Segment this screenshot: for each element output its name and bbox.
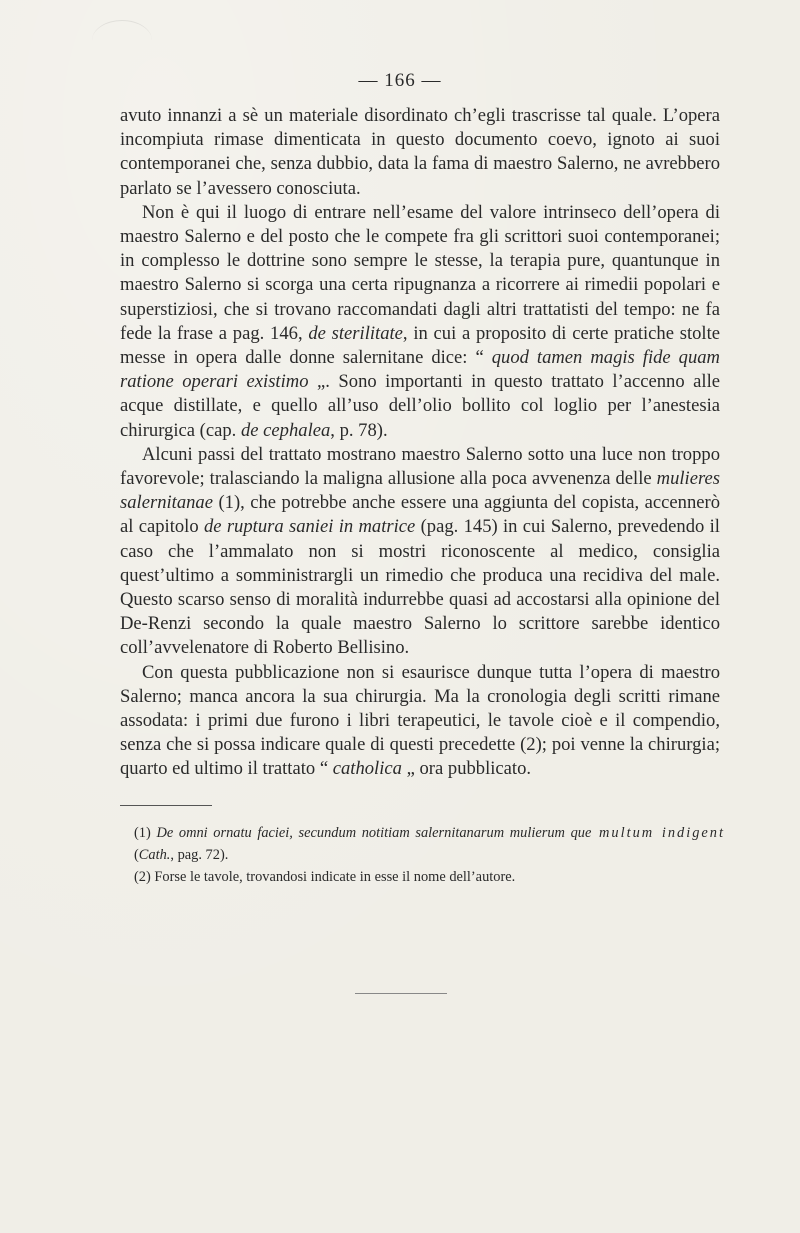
- footnote-text-run: multum indigent: [591, 825, 725, 841]
- footnote-text-run: Cath.: [138, 847, 171, 863]
- text-run: , in cui a proposito di certe pratiche stolte messe in opera dalle donne salernitane dice: “: [120, 322, 721, 369]
- footnotes: [120, 822, 725, 888]
- footnote: [120, 822, 725, 866]
- italic-text-run: de ruptura saniei in matrice: [203, 516, 416, 538]
- footnote-separator: [120, 805, 212, 806]
- text-run: (pag. 145) in cui Salerno, prevedendo il caso che l’ammalato non si mostri riconoscente al medico, consiglia quest’ultimo a somministrargli un rimedio che produca una recidiva del male. Questo scarso senso di moralità indurrebbe quasi ad accostarsi alla opinione del De-Renzi secondo la quale maestro Salerno lo scrittore sarebbe identico coll’avvelenatore di Roberto Bellisino.: [120, 516, 720, 659]
- page-smudge: [92, 20, 152, 61]
- body-paragraph: [120, 201, 720, 443]
- italic-text-run: de cephalea: [240, 419, 331, 441]
- text-run: Non è qui il luogo di entrare nell’esame del valore intrinseco dell’opera di maestro Salerno e del posto che le compete fra gli scrittori suoi contemporanei; in complesso le dottrine sono sempre le stesse, la terapia pure, quantunque in maestro Salerno si scorga una certa ripugnanza a ricorrere ai rimedii popolari e superstiziosi, che si trovano raccomandati dagli altri trattatisti del tempo: ne fa fede la frase a pag. 146,: [120, 201, 720, 344]
- italic-text-run: mulieres salernitanae: [120, 468, 720, 514]
- page-number: — 166 —: [358, 70, 442, 91]
- text-run: , p. 78).: [330, 419, 388, 441]
- body-paragraph: [120, 661, 720, 782]
- footnote: [120, 866, 725, 888]
- text-run: (1), che potrebbe anche essere una aggiunta del copista, accennerò al capitolo: [120, 492, 720, 538]
- body-text: [120, 104, 720, 782]
- text-run: „ ora pubblicato.: [401, 758, 532, 780]
- text-run: „. Sono importanti in questo trattato l’accenno alle acque distillate, e quello all’uso dell’olio bollito col loglio per l’anestesia chirurgica (cap.: [120, 371, 720, 441]
- footnote-text-run: (: [134, 847, 139, 863]
- bottom-rule: [355, 993, 447, 994]
- italic-text-run: catholica: [332, 758, 402, 780]
- body-paragraph: [120, 104, 720, 201]
- italic-text-run: de sterilitate: [308, 322, 403, 344]
- footnote-text-run: (1): [134, 825, 157, 841]
- text-run: Alcuni passi del trattato mostrano maestro Salerno sotto una luce non troppo favorevole; tralasciando la maligna allusione alla poca avvenenza delle: [120, 443, 720, 490]
- footnote-text-run: , pag. 72).: [170, 847, 229, 863]
- footnote-text-run: (2) Forse le tavole, trovandosi indicate in esse il nome dell’autore.: [134, 869, 516, 885]
- body-paragraph: [120, 443, 720, 661]
- footnote-text-run: De omni ornatu faciei, secundum notitiam salernitanarum mulierum que: [156, 825, 592, 841]
- text-run: Con questa pubblicazione non si esaurisce dunque tutta l’opera di maestro Salerno; manca ancora la sua chirurgia. Ma la cronologia degli scritti rimane assodata: i primi due furono i libri terapeutici, le tavole cioè e il compendio, senza che si possa indicare quale di questi precedette (2); poi venne la chirurgia; quarto ed ultimo il trattato “: [120, 661, 720, 780]
- text-run: avuto innanzi a sè un materiale disordinato ch’egli trascrisse tal quale. L’opera incompiuta rimase dimenticata in questo documento coevo, ignoto ai suoi contemporanei che, senza dubbio, data la fama di maestro Salerno, ne avrebbero parlato se l’avessero conosciuta.: [120, 105, 720, 199]
- italic-text-run: quod tamen magis fide quam ratione operari existimo: [120, 347, 720, 393]
